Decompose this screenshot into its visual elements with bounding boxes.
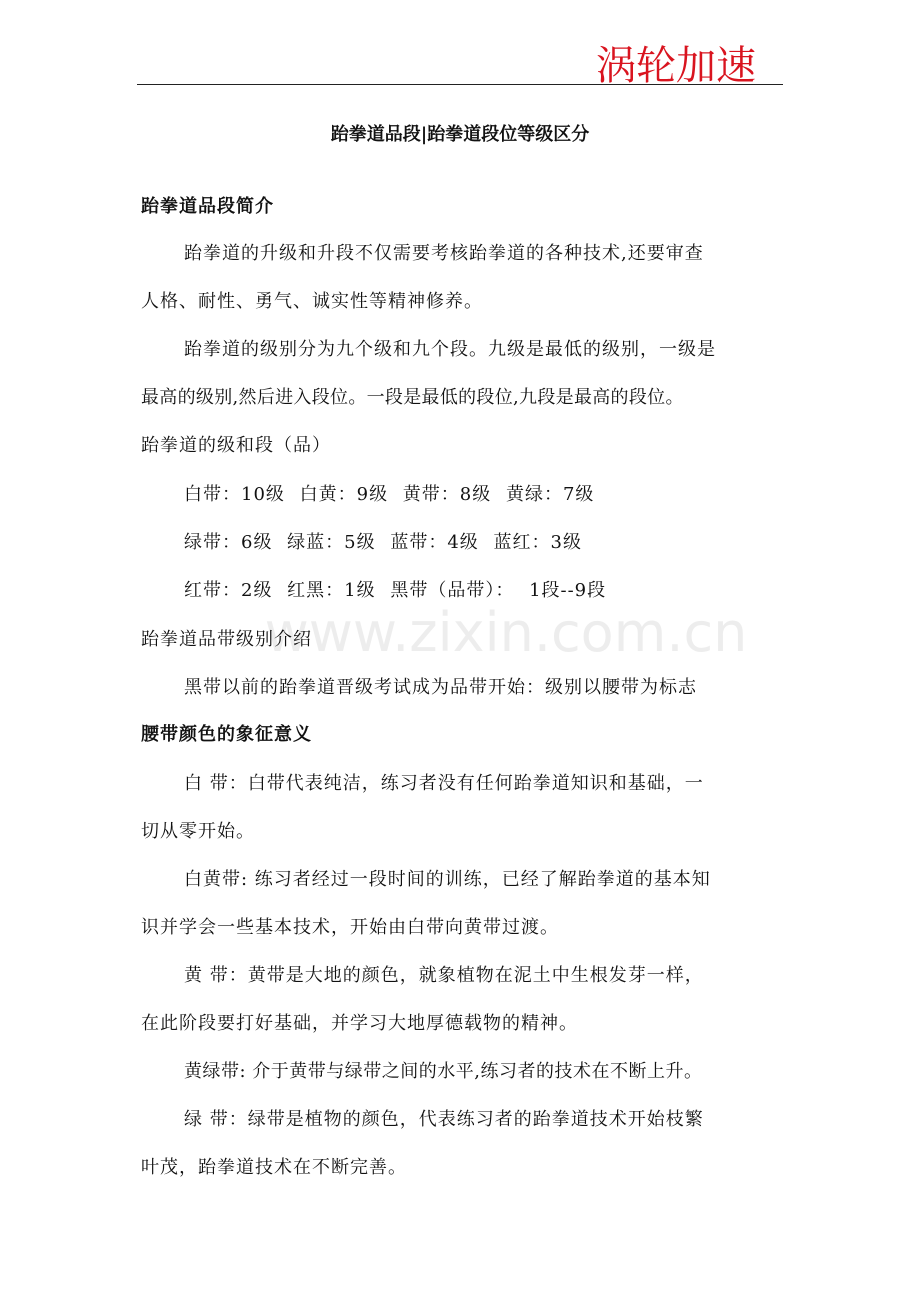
paragraph-line: 绿 带：绿带是植物的颜色，代表练习者的跆拳道技术开始枝繁 [184, 1109, 704, 1130]
watermark: www.zixin.com.cn [264, 601, 748, 664]
brand-logo-text: 涡轮加速 [596, 43, 756, 89]
paragraph-line: 跆拳道的升级和升段不仅需要考核跆拳道的各种技术,还要审查 [184, 243, 704, 264]
paragraph-line: 识并学会一些基本技术，开始由白带向黄带过渡。 [141, 917, 559, 938]
belt-rank-line: 白带：10级 白黄：9级 黄带：8级 黄绿：7级 [184, 484, 595, 505]
document-title: 跆拳道品段|跆拳道段位等级区分 [330, 124, 590, 145]
paragraph-line: 在此阶段要打好基础，并学习大地厚德载物的精神。 [141, 1013, 578, 1034]
paragraph-line: 叶茂，跆拳道技术在不断完善。 [141, 1157, 407, 1178]
section-heading-belt-meaning: 腰带颜色的象征意义 [141, 724, 312, 745]
paragraph-line: 黄绿带: 介于黄带与绿带之间的水平,练习者的技术在不断上升。 [184, 1061, 703, 1082]
paragraph-line: 最高的级别,然后进入段位。一段是最低的段位,九段是最高的段位。 [141, 387, 684, 408]
paragraph-line: 黄 带：黄带是大地的颜色，就象植物在泥土中生根发芽一样， [184, 965, 704, 986]
paragraph-line: 白 带：白带代表纯洁，练习者没有任何跆拳道知识和基础，一 [184, 773, 704, 794]
paragraph-line: 切从零开始。 [141, 821, 255, 842]
belt-rank-line: 红带：2级 红黑：1级 黑带（品带）： 1段--9段 [184, 580, 607, 601]
paragraph-line: 跆拳道的级别分为九个级和九个段。九级是最低的级别，一级是 [184, 339, 716, 360]
paragraph-line: 跆拳道品带级别介绍 [141, 629, 312, 650]
paragraph-line: 白黄带: 练习者经过一段时间的训练，已经了解跆拳道的基本知 [184, 869, 711, 890]
section-heading-intro: 跆拳道品段简介 [141, 196, 274, 217]
paragraph-line: 黑带以前的跆拳道晋级考试成为品带开始：级别以腰带为标志 [184, 677, 697, 698]
belt-rank-line: 绿带：6级 绿蓝：5级 蓝带：4级 蓝红：3级 [184, 532, 582, 553]
header-rule [137, 84, 783, 85]
paragraph-line: 跆拳道的级和段（品） [141, 435, 331, 456]
paragraph-line: 人格、耐性、勇气、诚实性等精神修养。 [141, 291, 483, 312]
